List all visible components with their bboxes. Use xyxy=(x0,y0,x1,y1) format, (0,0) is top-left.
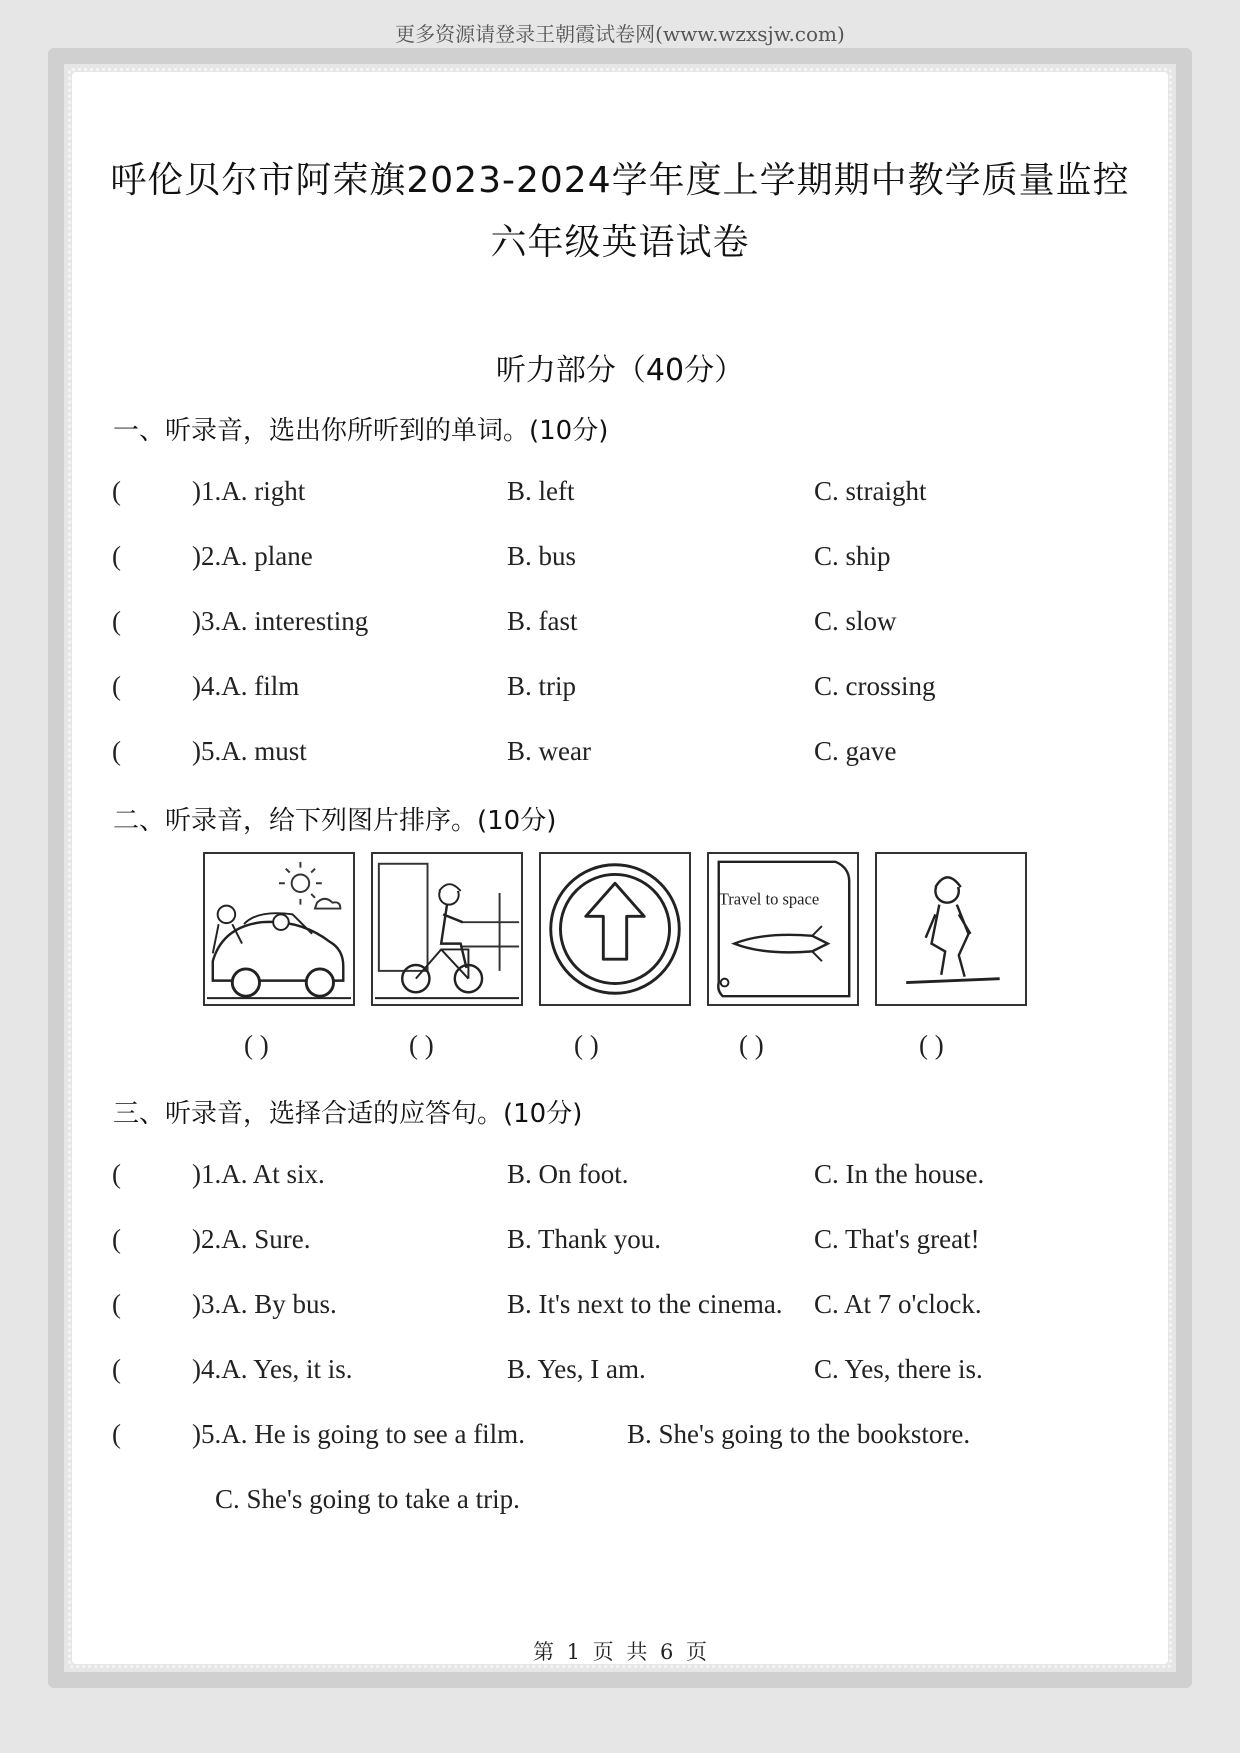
option-b: B. On foot. xyxy=(507,1159,629,1189)
option-c: C. At 7 o'clock. xyxy=(814,1289,982,1319)
answer-blank[interactable]: ( xyxy=(112,1159,121,1189)
travel-to-space-poster-picture xyxy=(707,852,859,1006)
option-c: C. That's great! xyxy=(814,1224,980,1254)
answer-blank[interactable]: ( xyxy=(112,671,121,701)
part2-heading: 二、听录音，给下列图片排序。(10分) xyxy=(113,806,557,836)
part3-question-5 xyxy=(112,1419,1112,1455)
straight-ahead-sign-picture xyxy=(539,852,691,1006)
part1-question-5 xyxy=(112,736,1112,772)
picture-blank-2[interactable]: ( ) xyxy=(409,1030,434,1060)
part1-question-4 xyxy=(112,671,1112,707)
option-c: C. slow xyxy=(814,606,897,636)
picture-blank-5[interactable]: ( ) xyxy=(919,1030,944,1060)
part3-question-5-option-c-row xyxy=(112,1484,1112,1520)
boy-on-bike-picture xyxy=(371,852,523,1006)
poster-caption: Travel to space xyxy=(718,889,820,909)
picture-blank-3[interactable]: ( ) xyxy=(574,1030,599,1060)
answer-blank[interactable]: ( xyxy=(112,606,121,636)
part1-question-3 xyxy=(112,606,1112,642)
part3-question-1 xyxy=(112,1159,1112,1195)
part1-question-2 xyxy=(112,541,1112,577)
exam-title-line1: 呼伦贝尔市阿荣旗2023-2024学年度上学期期中教学质量监控 xyxy=(110,160,1130,201)
answer-blank[interactable]: ( xyxy=(112,476,121,506)
answer-blank[interactable]: ( xyxy=(112,1419,121,1449)
listening-heading: 听力部分（40分） xyxy=(495,353,745,388)
answer-blank[interactable]: ( xyxy=(112,1354,121,1384)
boy-skiing-picture xyxy=(875,852,1027,1006)
option-b: B. fast xyxy=(507,606,578,636)
option-b: B. left xyxy=(507,476,575,506)
option-c: C. In the house. xyxy=(814,1159,985,1189)
exam-title-line2: 六年级英语试卷 xyxy=(490,222,750,263)
part1-heading: 一、听录音，选出你所听到的单词。(10分) xyxy=(113,416,609,446)
answer-blank[interactable]: ( xyxy=(112,1224,121,1254)
option-a: )3.A. By bus. xyxy=(192,1289,337,1319)
part3-question-2 xyxy=(112,1224,1112,1260)
option-a: )2.A. plane xyxy=(192,541,313,571)
option-b: B. trip xyxy=(507,671,577,701)
part3-heading: 三、听录音，选择合适的应答句。(10分) xyxy=(113,1099,583,1129)
option-c: C. gave xyxy=(814,736,897,766)
option-b: B. Thank you. xyxy=(507,1224,661,1254)
answer-blank[interactable]: ( xyxy=(112,736,121,766)
option-a: )4.A. film xyxy=(192,671,300,701)
option-b: B. wear xyxy=(507,736,591,766)
option-a: )3.A. interesting xyxy=(192,606,369,636)
option-b: B. She's going to the bookstore. xyxy=(627,1419,971,1449)
option-a: )4.A. Yes, it is. xyxy=(192,1354,353,1384)
option-b: B. Yes, I am. xyxy=(507,1354,646,1384)
option-a: )5.A. He is going to see a film. xyxy=(192,1419,525,1449)
option-c: C. She's going to take a trip. xyxy=(215,1484,520,1514)
part1-question-1 xyxy=(112,476,1112,512)
option-a: )1.A. right xyxy=(192,476,306,506)
option-c: C. ship xyxy=(814,541,891,571)
option-c: C. crossing xyxy=(814,671,936,701)
option-b: B. bus xyxy=(507,541,577,571)
option-c: C. Yes, there is. xyxy=(814,1354,983,1384)
picture-blank-4[interactable]: ( ) xyxy=(739,1030,764,1060)
answer-blank[interactable]: ( xyxy=(112,1289,121,1319)
option-c: C. straight xyxy=(814,476,927,506)
option-a: )5.A. must xyxy=(192,736,307,766)
watermark: 更多资源请登录王朝霞试卷网(www.wzxsjw.com) xyxy=(395,22,845,46)
option-a: )1.A. At six. xyxy=(192,1159,325,1189)
option-b: B. It's next to the cinema. xyxy=(507,1289,783,1319)
car-driver-picture xyxy=(203,852,355,1006)
option-a: )2.A. Sure. xyxy=(192,1224,311,1254)
part3-question-4 xyxy=(112,1354,1112,1390)
page-number: 第 1 页 共 6 页 xyxy=(532,1640,708,1664)
picture-blank-1[interactable]: ( ) xyxy=(244,1030,269,1060)
part3-question-3 xyxy=(112,1289,1112,1325)
answer-blank[interactable]: ( xyxy=(112,541,121,571)
